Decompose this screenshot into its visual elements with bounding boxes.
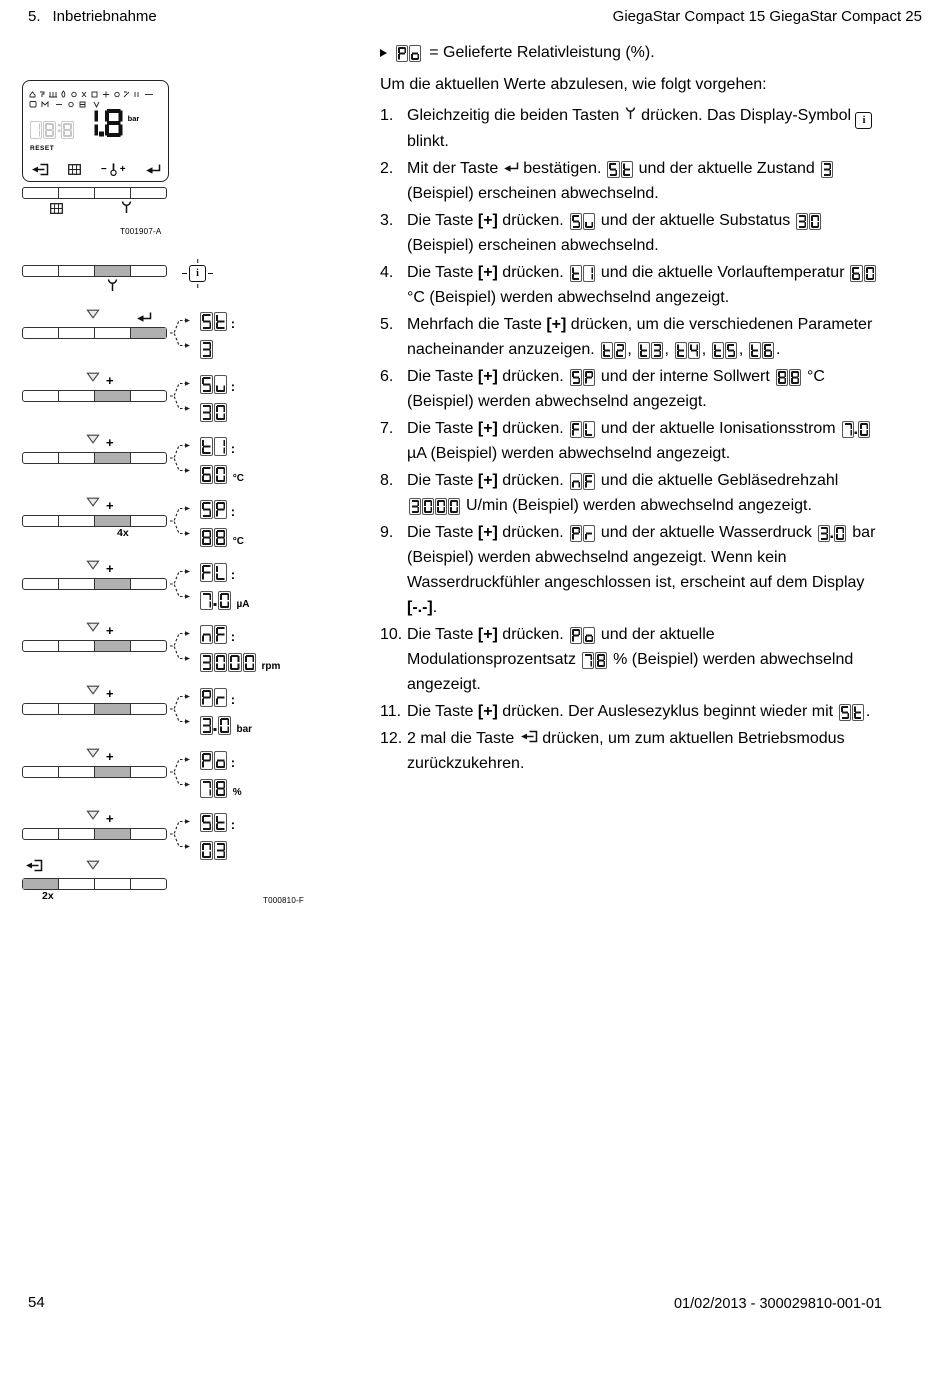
- seg-display: [569, 213, 595, 230]
- enter-key-icon: [503, 161, 519, 173]
- seg-display: [199, 716, 232, 735]
- connector-arrows-icon: [169, 563, 192, 605]
- step-item: [380, 416, 888, 466]
- unit-label: %: [232, 787, 242, 798]
- plus-key-icon: +: [106, 623, 114, 638]
- step-content: 2 mal die Taste drücken, um zum aktuellen Betriebsmodus zurückzukehren.: [407, 730, 845, 772]
- panel-key-row: [30, 162, 161, 176]
- flow-arrow-down-icon: [86, 622, 100, 632]
- seg-display: [569, 421, 595, 438]
- key-cell: [23, 704, 59, 714]
- seg-display: [569, 265, 595, 282]
- key-cell: [95, 391, 131, 401]
- seg-display: [850, 265, 876, 282]
- seg-display: [29, 121, 75, 139]
- plus-key-icon: +: [106, 561, 114, 576]
- menu-key-icon: [68, 164, 81, 175]
- plus-key-icon: +: [106, 686, 114, 701]
- key-cell: [59, 579, 95, 589]
- step-item: [380, 699, 888, 724]
- step-number: 12.: [380, 730, 403, 747]
- key-strip: [22, 640, 167, 652]
- key-cell: [23, 516, 59, 526]
- step-number: 3.: [380, 212, 394, 229]
- header-section: [28, 8, 157, 25]
- key-cell: [23, 188, 59, 198]
- key-cell: [23, 266, 59, 276]
- seg-display: [199, 591, 232, 610]
- po-seg-display: [394, 40, 422, 65]
- key-cell: [23, 453, 59, 463]
- parameter-label-display: [198, 751, 235, 770]
- key-cell: [131, 641, 166, 651]
- key-cell: [59, 641, 95, 651]
- seg-display: [581, 652, 607, 669]
- key-cell: [95, 266, 131, 276]
- plus-key-icon: +: [106, 373, 114, 388]
- step-content: Mehrfach die Taste [+] drücken, um die verschiedenen Parameter nacheinander anzuzeigen. , , , , .: [407, 316, 873, 358]
- key-cell: [131, 188, 166, 198]
- escape-key-icon: [30, 163, 49, 176]
- key-cell: [59, 188, 95, 198]
- section-number: 5.: [28, 8, 41, 25]
- step-number: 8.: [380, 472, 394, 489]
- key-cell: [59, 516, 95, 526]
- step-number: 9.: [380, 524, 394, 541]
- key-strip: [22, 766, 167, 778]
- step-item: [380, 312, 888, 362]
- key-cell: [59, 266, 95, 276]
- step-item: [380, 364, 888, 414]
- flow-diagram-figure: [20, 75, 350, 925]
- header-product: GiegaStar Compact 15 GiegaStar Compact 25: [612, 8, 922, 25]
- seg-display: [839, 704, 865, 721]
- key-strip: [22, 515, 167, 527]
- seg-display: [199, 528, 228, 547]
- key-cell: [23, 328, 59, 338]
- key-cell: [95, 704, 131, 714]
- steps-list: [380, 103, 888, 776]
- key-cell: [23, 879, 59, 889]
- key-cell: [95, 579, 131, 589]
- step-number: 7.: [380, 420, 394, 437]
- mode-icons-strip: [28, 99, 159, 108]
- flow-arrow-down-icon: [86, 748, 100, 758]
- enter-key-icon: [145, 163, 161, 175]
- connector-arrows-icon: [169, 751, 192, 793]
- seg-display: [199, 340, 213, 359]
- flow-arrow-down-icon: [86, 372, 100, 382]
- flow-arrow-down-icon: [86, 560, 100, 570]
- plus-key-icon: +: [106, 811, 114, 826]
- key-cell: [131, 266, 166, 276]
- step-content: Die Taste [+] drücken. und der aktuelle Modulationsprozentsatz % (Beispiel) werden abwechselnd angezeigt.: [407, 626, 854, 693]
- key-cell: [131, 328, 166, 338]
- key-cell: [95, 516, 131, 526]
- seg-display: [199, 841, 228, 860]
- parameter-label-display: [198, 563, 235, 582]
- seg-display: [199, 375, 228, 394]
- blinking-info-icon: [182, 265, 213, 282]
- connector-arrows-icon: [169, 625, 192, 667]
- key-cell: [59, 829, 95, 839]
- key-cell: [95, 879, 131, 889]
- seg-display: [199, 465, 228, 484]
- parameter-value-display: [198, 340, 214, 359]
- figure-caption-2: T000810-F: [263, 896, 304, 905]
- temperature-keys: − +: [100, 163, 126, 175]
- connector-arrows-icon: [169, 500, 192, 542]
- connector-arrows-icon: [169, 437, 192, 479]
- key-cell: [131, 391, 166, 401]
- step-content: Die Taste [+] drücken. und der interne Sollwert °C (Beispiel) werden abwechselnd angezeigt.: [407, 368, 825, 410]
- key-cell: [23, 767, 59, 777]
- step-item: [380, 622, 888, 697]
- seg-display: [199, 403, 228, 422]
- key-cell: [59, 391, 95, 401]
- seg-display: [820, 161, 833, 178]
- bullet-triangle-icon: [380, 49, 387, 57]
- key-cell: [95, 453, 131, 463]
- page-number: 54: [28, 1294, 45, 1311]
- thermometer-icon: [109, 162, 118, 176]
- panel-display: [28, 109, 164, 139]
- colon-label: :: [230, 378, 236, 394]
- step-content: Die Taste [+] drücken. und der aktuelle Wasserdruck bar (Beispiel) werden abwechselnd angezeigt. Wenn kein Wasserdruckfühler angeschlossen ist, erscheint auf dem Display [-.-].: [407, 524, 876, 616]
- seg-display: [817, 525, 847, 542]
- seg-display: [199, 688, 228, 707]
- step-number: 6.: [380, 368, 394, 385]
- parameter-value-display: [198, 653, 280, 672]
- parameter-value-display: [198, 403, 229, 422]
- connector-arrows-icon: [169, 312, 192, 354]
- info-icon: i: [189, 265, 206, 282]
- key-cell: [95, 641, 131, 651]
- parameter-value-display: [198, 465, 244, 484]
- control-panel: [22, 80, 169, 182]
- step-number: 11.: [380, 703, 402, 720]
- press-count-label: 4x: [117, 527, 129, 539]
- key-cell: [131, 516, 166, 526]
- seg-display: [199, 312, 228, 331]
- colon-label: :: [230, 754, 236, 770]
- parameter-label-display: [198, 688, 235, 707]
- reset-label: RESET: [30, 145, 55, 152]
- document-reference: 01/02/2013 - 300029810-001-01: [673, 1296, 882, 1312]
- plus-key-icon: +: [106, 749, 114, 764]
- unit-label: bar: [236, 724, 253, 735]
- key-cell: [95, 829, 131, 839]
- key-strip: [22, 327, 167, 339]
- key-cell: [131, 879, 166, 889]
- seg-display: [637, 342, 663, 359]
- colon-label: :: [230, 440, 236, 456]
- colon-label: :: [230, 691, 236, 707]
- step-content: Die Taste [+] drücken. und die aktuelle Gebläsedrehzahl U/min (Beispiel) werden abwechselnd angezeigt.: [407, 472, 839, 514]
- unit-label: µA: [236, 599, 250, 610]
- escape-key-icon: [519, 730, 538, 743]
- lead-sentence: Um die aktuellen Werte abzulesen, wie folgt vorgehen:: [380, 76, 767, 93]
- seg-display: [81, 109, 123, 137]
- key-cell: [59, 453, 95, 463]
- seg-display: [199, 563, 228, 582]
- step-content: Die Taste [+] drücken. Der Auslesezyklus beginnt wieder mit .: [407, 703, 871, 720]
- seg-display: [199, 437, 228, 456]
- step-number: 4.: [380, 264, 394, 281]
- flow-arrow-down-icon: [86, 810, 100, 820]
- key-cell: [59, 704, 95, 714]
- seg-display: [749, 342, 775, 359]
- key-cell: [23, 579, 59, 589]
- key-cell: [95, 188, 131, 198]
- key-cell: [131, 579, 166, 589]
- parameter-value-display: [198, 591, 249, 610]
- step-item: [380, 520, 888, 620]
- instructions-column: [380, 40, 888, 778]
- po-definition-line: [380, 40, 888, 65]
- flow-arrow-down-icon: [86, 860, 100, 870]
- key-cell: [23, 391, 59, 401]
- po-definition-text: = Gelieferte Relativleistung (%).: [429, 44, 655, 61]
- step-number: 5.: [380, 316, 394, 333]
- seg-display: [395, 45, 421, 62]
- key-cell: [131, 829, 166, 839]
- colon-label: :: [230, 566, 236, 582]
- panel-main-digits: [80, 109, 124, 139]
- step-content: Die Taste [+] drücken. und der aktuelle Ionisationsstrom µA (Beispiel) werden abwechselnd angezeigt.: [407, 416, 888, 466]
- parameter-value-display: [198, 779, 242, 798]
- step-item: [380, 156, 888, 206]
- parameter-label-display: [198, 625, 235, 644]
- connector-arrows-icon: [169, 813, 192, 855]
- escape-key-icon: [24, 859, 43, 872]
- chimney-sweep-icon: [624, 106, 637, 120]
- press-count-label: 2x: [42, 890, 54, 902]
- key-cell: [23, 829, 59, 839]
- connector-arrows-icon: [169, 375, 192, 417]
- step-content: Gleichzeitig die beiden Tasten drücken. Das Display-Symbol i blinkt.: [407, 103, 888, 154]
- step-number: 2.: [380, 160, 394, 177]
- step-content: Mit der Taste bestätigen. und der aktuelle Zustand (Beispiel) erscheinen abwechselnd.: [407, 156, 888, 206]
- key-cell: [59, 767, 95, 777]
- pressure-unit-label: bar: [127, 114, 140, 123]
- parameter-value-display: [198, 841, 229, 860]
- flow-arrow-down-icon: [86, 434, 100, 444]
- parameter-value-display: [198, 528, 244, 547]
- unit-label: rpm: [261, 661, 281, 672]
- flow-arrow-down-icon: [86, 309, 100, 319]
- step-content: Die Taste [+] drücken. und der aktuelle Substatus (Beispiel) erscheinen abwechselnd.: [407, 208, 888, 258]
- key-strip: [22, 265, 167, 277]
- colon-label: :: [230, 816, 236, 832]
- enter-key-icon: [136, 311, 152, 323]
- menu-key-icon: [50, 203, 63, 214]
- chimney-sweep-icon: [106, 278, 119, 292]
- seg-display: [199, 625, 228, 644]
- key-cell: [23, 641, 59, 651]
- step-item: [380, 208, 888, 258]
- seg-display: [199, 751, 228, 770]
- seg-display: [199, 500, 228, 519]
- seg-display: [569, 473, 595, 490]
- section-title: Inbetriebnahme: [52, 8, 157, 25]
- key-strip: [22, 703, 167, 715]
- step-number: 10.: [380, 626, 403, 643]
- key-cell: [59, 328, 95, 338]
- colon-label: :: [230, 503, 236, 519]
- key-cell: [59, 879, 95, 889]
- step-number: 1.: [380, 107, 394, 124]
- seg-display: [712, 342, 738, 359]
- key-strip: [22, 828, 167, 840]
- unit-label: °C: [232, 536, 244, 547]
- key-strip: [22, 187, 167, 199]
- chimney-sweep-icon: [120, 200, 133, 214]
- flow-arrow-down-icon: [86, 685, 100, 695]
- plus-key-icon: +: [106, 498, 114, 513]
- seg-display: [796, 213, 822, 230]
- step-item: [380, 260, 888, 310]
- seg-display: [569, 369, 595, 386]
- plus-key-icon: +: [106, 435, 114, 450]
- parameter-label-display: [198, 813, 235, 832]
- seg-display: [199, 779, 228, 798]
- key-cell: [131, 704, 166, 714]
- step-item: [380, 468, 888, 518]
- colon-label: :: [230, 628, 236, 644]
- flow-arrow-down-icon: [86, 497, 100, 507]
- key-strip: [22, 452, 167, 464]
- seg-display: [569, 627, 595, 644]
- parameter-label-display: [198, 437, 235, 456]
- step-item: [380, 103, 888, 154]
- step-content: Die Taste [+] drücken. und die aktuelle Vorlauftemperatur °C (Beispiel) werden abwechselnd angezeigt.: [407, 260, 888, 310]
- parameter-value-display: [198, 716, 252, 735]
- info-icon: i: [855, 112, 872, 129]
- key-cell: [95, 328, 131, 338]
- figure-caption-1: T001907-A: [120, 227, 162, 236]
- seg-display: [199, 653, 257, 672]
- key-strip: [22, 578, 167, 590]
- panel-ghost-digits: [28, 121, 76, 139]
- parameter-label-display: [198, 312, 235, 331]
- seg-display: [600, 342, 626, 359]
- connector-arrows-icon: [169, 688, 192, 730]
- seg-display: [408, 498, 461, 515]
- parameter-label-display: [198, 500, 235, 519]
- key-cell: [131, 453, 166, 463]
- seg-display: [775, 369, 801, 386]
- key-strip: [22, 390, 167, 402]
- seg-display: [569, 525, 595, 542]
- seg-display: [607, 161, 633, 178]
- seg-display: [674, 342, 700, 359]
- key-cell: [131, 767, 166, 777]
- colon-label: :: [230, 315, 236, 331]
- parameter-label-display: [198, 375, 235, 394]
- unit-label: °C: [232, 473, 244, 484]
- key-strip: [22, 878, 167, 890]
- seg-display: [841, 421, 871, 438]
- seg-display: [199, 813, 228, 832]
- key-cell: [95, 767, 131, 777]
- step-item: [380, 726, 888, 776]
